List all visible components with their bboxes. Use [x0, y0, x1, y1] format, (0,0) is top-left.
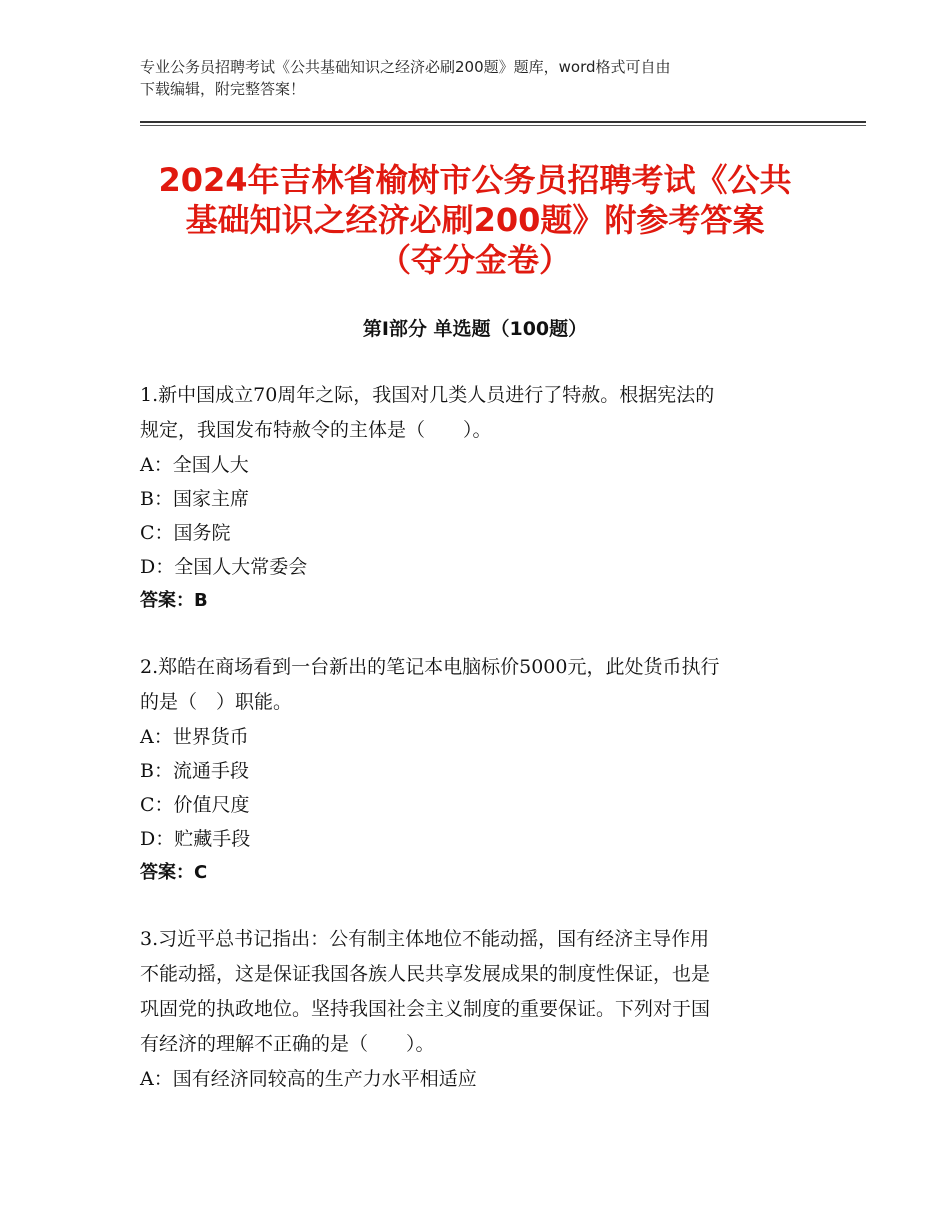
stem-line: 不能动摇，这是保证我国各族人民共享发展成果的制度性保证，也是: [140, 963, 711, 985]
title-line-3: （夺分金卷）: [378, 241, 571, 279]
option-c: C：国务院: [140, 522, 231, 544]
option-d: D：全国人大常委会: [140, 556, 308, 578]
option-b: B：国家主席: [140, 488, 249, 510]
question-1: [140, 378, 820, 618]
stem-line: 的是（ ）职能。: [140, 691, 293, 713]
question-3: [140, 922, 820, 1096]
stem-line: 2.郑皓在商场看到一台新出的笔记本电脑标价5000元，此处货币执行: [140, 656, 720, 678]
stem-line: 3.习近平总书记指出：公有制主体地位不能动摇，国有经济主导作用: [140, 928, 710, 950]
answer: 答案：B: [140, 590, 208, 611]
question-2: [140, 650, 820, 890]
option-a: A：世界货币: [140, 726, 249, 748]
question-stem: [140, 378, 820, 448]
question-stem: [140, 650, 820, 720]
section-title: 第Ⅰ部分 单选题（100题）: [362, 318, 588, 340]
header-line-2: 下载编辑，附完整答案！: [140, 80, 306, 98]
option-d: D：贮藏手段: [140, 828, 251, 850]
header-divider-thick: [140, 121, 866, 123]
title-line-1: 2024年吉林省榆树市公务员招聘考试《公共: [158, 161, 792, 199]
option-a: A：全国人大: [140, 454, 249, 476]
title-line-2: 基础知识之经济必刷200题》附参考答案: [185, 201, 765, 239]
option-c: C：价值尺度: [140, 794, 250, 816]
question-stem: [140, 922, 820, 1062]
option-a: A：国有经济同较高的生产力水平相适应: [140, 1068, 477, 1090]
question-list: [140, 378, 820, 1128]
stem-line: 巩固党的执政地位。坚持我国社会主义制度的重要保证。下列对于国: [140, 998, 711, 1020]
header-line-1: 专业公务员招聘考试《公共基础知识之经济必刷200题》题库，word格式可自由: [140, 58, 671, 76]
header-divider-thin: [140, 125, 866, 126]
stem-line: 有经济的理解不正确的是（ ）。: [140, 1033, 435, 1055]
stem-line: 1.新中国成立70周年之际，我国对几类人员进行了特赦。根据宪法的: [140, 384, 715, 406]
document-title: [120, 160, 830, 280]
document-header-note: [140, 56, 820, 100]
answer: 答案：C: [140, 862, 208, 883]
stem-line: 规定，我国发布特赦令的主体是（ ）。: [140, 419, 492, 441]
option-b: B：流通手段: [140, 760, 249, 782]
